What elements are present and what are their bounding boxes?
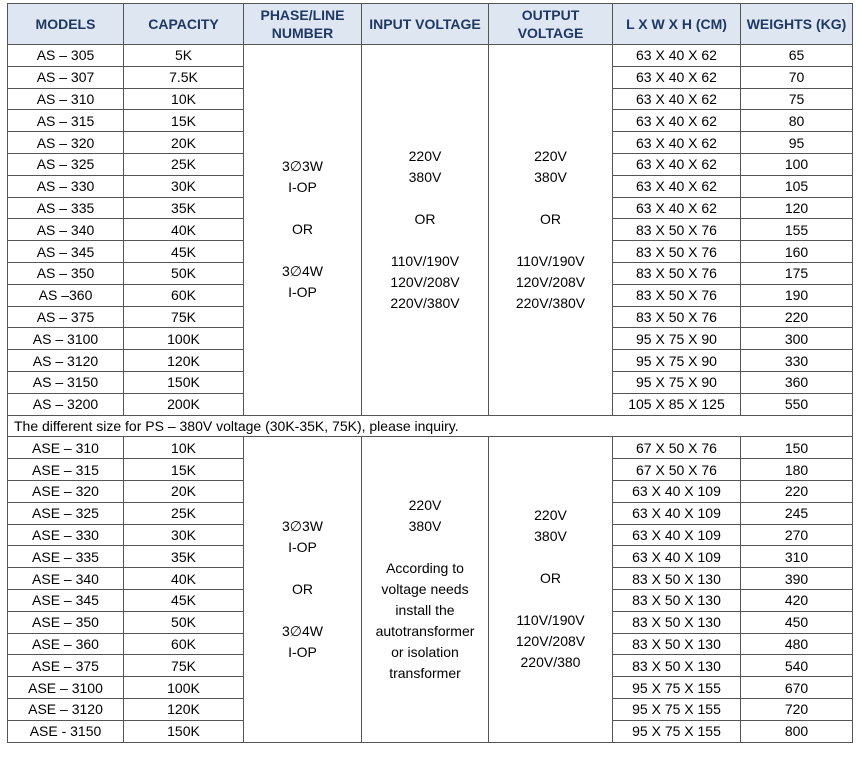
weight-cell: 310 [741,546,853,568]
dimensions-cell: 83 X 50 X 130 [613,633,741,655]
model-cell: ASE – 360 [8,633,124,655]
dimensions-cell: 83 X 50 X 130 [613,611,741,633]
weight-cell: 360 [741,371,853,393]
capacity-cell: 45K [124,241,244,263]
dimensions-cell: 63 X 40 X 62 [613,132,741,154]
capacity-cell: 120K [124,350,244,372]
capacity-cell: 25K [124,153,244,175]
weight-cell: 160 [741,241,853,263]
model-cell: AS – 3200 [8,393,124,415]
dimensions-cell: 95 X 75 X 155 [613,677,741,699]
weight-cell: 550 [741,393,853,415]
weight-cell: 480 [741,633,853,655]
table-row [8,45,853,67]
model-cell: AS – 345 [8,241,124,263]
weight-cell: 70 [741,66,853,88]
capacity-cell: 120K [124,698,244,720]
weight-cell: 65 [741,45,853,67]
model-cell: AS – 320 [8,132,124,154]
dimensions-cell: 63 X 40 X 62 [613,110,741,132]
dimensions-cell: 63 X 40 X 62 [613,45,741,67]
model-cell: ASE – 315 [8,459,124,481]
model-cell: ASE – 375 [8,655,124,677]
dimensions-cell: 95 X 75 X 155 [613,698,741,720]
weight-cell: 180 [741,459,853,481]
input-merged-cell: 220V 380V According to voltage needs install the autotransformer or isolation transformer [362,437,489,742]
output-merged-cell: 220V 380V OR 110V/190V 120V/208V 220V/380V [489,45,613,416]
weight-cell: 105 [741,175,853,197]
dimensions-cell: 83 X 50 X 76 [613,219,741,241]
dimensions-cell: 95 X 75 X 155 [613,720,741,742]
model-cell: ASE – 335 [8,546,124,568]
header-input-voltage: INPUT VOLTAGE [362,4,489,45]
capacity-cell: 75K [124,306,244,328]
weight-cell: 540 [741,655,853,677]
weight-cell: 270 [741,524,853,546]
weight-cell: 220 [741,306,853,328]
dimensions-cell: 67 X 50 X 76 [613,459,741,481]
spec-table [7,3,853,743]
model-cell: ASE – 340 [8,568,124,590]
capacity-cell: 7.5K [124,66,244,88]
capacity-cell: 25K [124,502,244,524]
header-weights: WEIGHTS (KG) [741,4,853,45]
dimensions-cell: 83 X 50 X 76 [613,284,741,306]
capacity-cell: 50K [124,262,244,284]
dimensions-cell: 63 X 40 X 62 [613,175,741,197]
model-cell: AS – 350 [8,262,124,284]
weight-cell: 175 [741,262,853,284]
capacity-cell: 45K [124,589,244,611]
phase-merged-cell: 3∅3W I-OP OR 3∅4W I-OP [244,45,362,416]
capacity-cell: 30K [124,524,244,546]
model-cell: ASE – 325 [8,502,124,524]
capacity-cell: 60K [124,633,244,655]
weight-cell: 450 [741,611,853,633]
weight-cell: 300 [741,328,853,350]
dimensions-cell: 83 X 50 X 130 [613,655,741,677]
capacity-cell: 10K [124,88,244,110]
weight-cell: 800 [741,720,853,742]
model-cell: AS – 330 [8,175,124,197]
header-models: MODELS [8,4,124,45]
header-output-voltage: OUTPUT VOLTAGE [489,4,613,45]
model-cell: ASE – 330 [8,524,124,546]
weight-cell: 155 [741,219,853,241]
weight-cell: 95 [741,132,853,154]
capacity-cell: 200K [124,393,244,415]
model-cell: ASE – 3120 [8,698,124,720]
model-cell: AS – 375 [8,306,124,328]
model-cell: AS – 305 [8,45,124,67]
weight-cell: 120 [741,197,853,219]
dimensions-cell: 95 X 75 X 90 [613,328,741,350]
weight-cell: 720 [741,698,853,720]
model-cell: AS – 307 [8,66,124,88]
input-merged-cell: 220V 380V OR 110V/190V 120V/208V 220V/380V [362,45,489,416]
model-cell: ASE – 320 [8,480,124,502]
dimensions-cell: 67 X 50 X 76 [613,437,741,459]
capacity-cell: 75K [124,655,244,677]
capacity-cell: 15K [124,110,244,132]
capacity-cell: 150K [124,720,244,742]
capacity-cell: 30K [124,175,244,197]
capacity-cell: 10K [124,437,244,459]
note-row [8,415,853,437]
weight-cell: 245 [741,502,853,524]
model-cell: ASE - 3150 [8,720,124,742]
weight-cell: 100 [741,153,853,175]
model-cell: ASE – 350 [8,611,124,633]
dimensions-cell: 105 X 85 X 125 [613,393,741,415]
model-cell: ASE – 3100 [8,677,124,699]
model-cell: AS – 3120 [8,350,124,372]
dimensions-cell: 83 X 50 X 76 [613,262,741,284]
dimensions-cell: 63 X 40 X 62 [613,153,741,175]
capacity-cell: 35K [124,197,244,219]
model-cell: AS – 340 [8,219,124,241]
capacity-cell: 5K [124,45,244,67]
capacity-cell: 60K [124,284,244,306]
table-row [8,437,853,459]
weight-cell: 80 [741,110,853,132]
capacity-cell: 100K [124,328,244,350]
dimensions-cell: 63 X 40 X 62 [613,88,741,110]
weight-cell: 330 [741,350,853,372]
capacity-cell: 50K [124,611,244,633]
dimensions-cell: 95 X 75 X 90 [613,350,741,372]
dimensions-cell: 83 X 50 X 76 [613,241,741,263]
header-phase: PHASE/LINE NUMBER [244,4,362,45]
weight-cell: 150 [741,437,853,459]
dimensions-cell: 63 X 40 X 109 [613,546,741,568]
weight-cell: 390 [741,568,853,590]
dimensions-cell: 63 X 40 X 109 [613,502,741,524]
dimensions-cell: 95 X 75 X 90 [613,371,741,393]
capacity-cell: 35K [124,546,244,568]
model-cell: AS – 310 [8,88,124,110]
note-text: The different size for PS – 380V voltage (30K-35K, 75K), please inquiry. [8,415,853,437]
phase-merged-cell: 3∅3W I-OP OR 3∅4W I-OP [244,437,362,742]
weight-cell: 420 [741,589,853,611]
capacity-cell: 15K [124,459,244,481]
dimensions-cell: 83 X 50 X 76 [613,306,741,328]
model-cell: ASE – 345 [8,589,124,611]
capacity-cell: 40K [124,568,244,590]
dimensions-cell: 63 X 40 X 109 [613,524,741,546]
weight-cell: 670 [741,677,853,699]
dimensions-cell: 63 X 40 X 62 [613,66,741,88]
capacity-cell: 40K [124,219,244,241]
header-row [8,4,853,45]
header-capacity: CAPACITY [124,4,244,45]
weight-cell: 190 [741,284,853,306]
capacity-cell: 20K [124,480,244,502]
model-cell: AS – 325 [8,153,124,175]
dimensions-cell: 63 X 40 X 62 [613,197,741,219]
output-merged-cell: 220V 380V OR 110V/190V 120V/208V 220V/380 [489,437,613,742]
dimensions-cell: 83 X 50 X 130 [613,568,741,590]
dimensions-cell: 83 X 50 X 130 [613,589,741,611]
model-cell: AS – 315 [8,110,124,132]
capacity-cell: 100K [124,677,244,699]
capacity-cell: 20K [124,132,244,154]
weight-cell: 220 [741,480,853,502]
model-cell: AS – 3150 [8,371,124,393]
model-cell: ASE – 310 [8,437,124,459]
model-cell: AS – 3100 [8,328,124,350]
model-cell: AS –360 [8,284,124,306]
capacity-cell: 150K [124,371,244,393]
model-cell: AS – 335 [8,197,124,219]
weight-cell: 75 [741,88,853,110]
dimensions-cell: 63 X 40 X 109 [613,480,741,502]
header-dimensions: L X W X H (CM) [613,4,741,45]
